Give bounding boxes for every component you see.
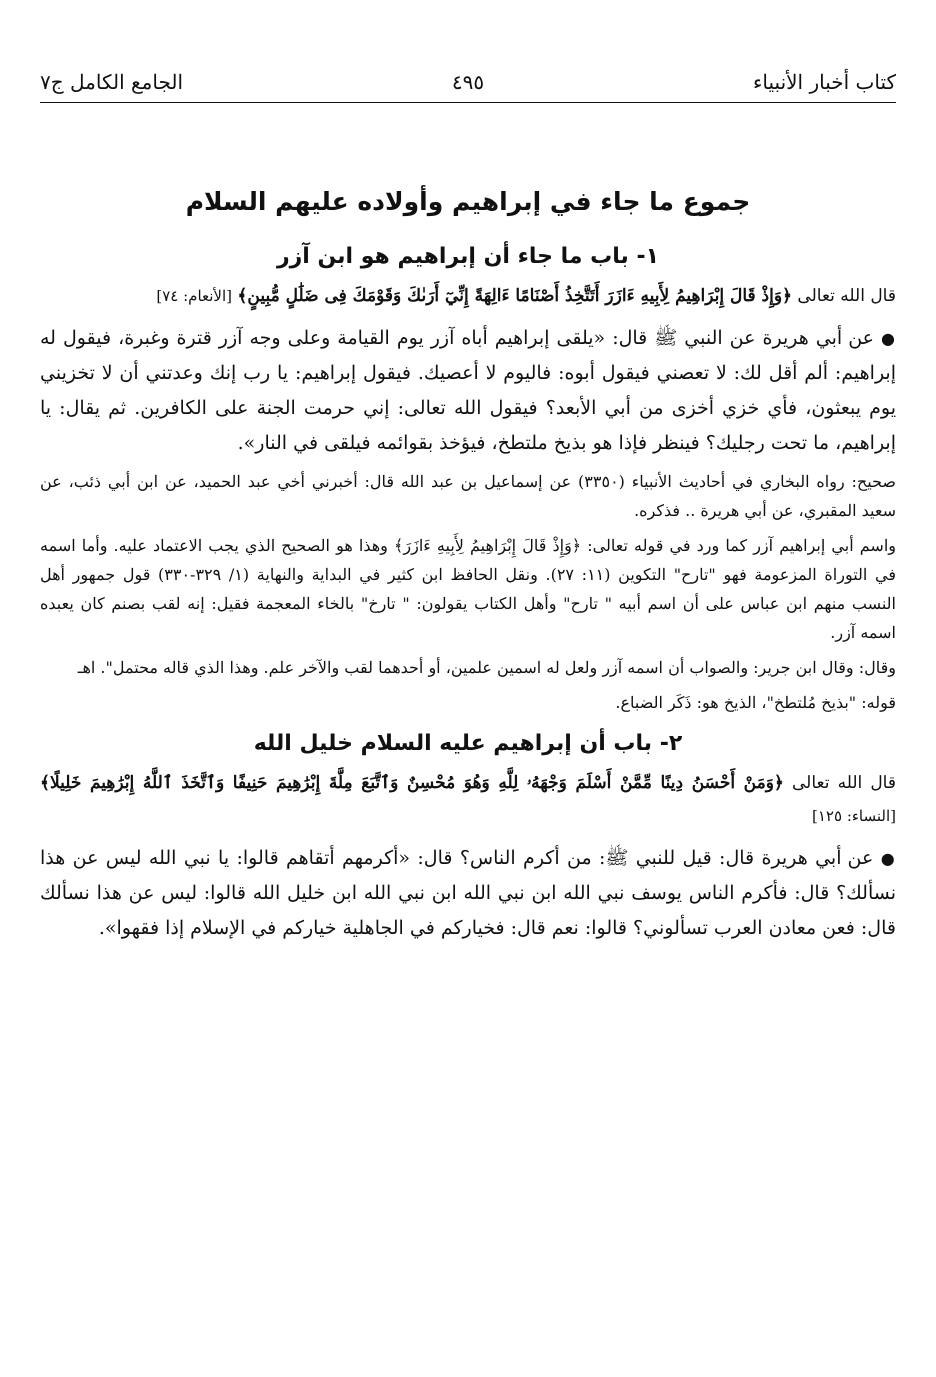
hadith-text: عن أبي هريرة عن النبي ﷺ قال: «يلقى إبراهيم أباه آزر يوم القيامة وعلى وجه آزر قترة وغبرة، فيقول له إبراهيم: ألم أقل لك: لا تعصني فيقول أبوه: فاليوم لا أعصيك. فيقول إبراهيم: يا رب إنك وعدتني أن لا تخزيني يوم يبعثون، فأي خزي أخزى من أبي الأبعد؟ فيقول الله تعالى: إني حرمت الجنة على الكافرين. ثم يقال: يا إبراهيم، ما تحت رجليك؟ فينظر فإذا هو بذيخ ملتطخ، فيؤخذ بقوائمه فيلقى في النار». bbox=[40, 327, 896, 454]
verse-intro: قال الله تعالى bbox=[792, 286, 896, 306]
page-number: ٤٩٥ bbox=[451, 70, 485, 94]
quran-verse: ﴿وَمَنْ أَحْسَنُ دِينًا مِّمَّنْ أَسْلَمَ وَجْهَهُۥ لِلَّهِ وَهُوَ مُحْسِنٌ وَٱتَّبَعَ مِلَّةَ إِبْرَٰهِيمَ حَنِيفًا وَٱتَّخَذَ ٱللَّهُ إِبْرَٰهِيمَ خَلِيلًا﴾ bbox=[40, 773, 784, 793]
verse-paragraph-1 bbox=[40, 280, 896, 313]
page-header bbox=[40, 68, 896, 103]
main-title: جموع ما جاء في إبراهيم وأولاده عليهم السلام bbox=[185, 187, 751, 216]
verse-intro: قال الله تعالى bbox=[783, 773, 896, 793]
hadith-paragraph-1 bbox=[40, 321, 896, 461]
page-content bbox=[40, 180, 896, 946]
quran-verse: ﴿وَإِذْ قَالَ إِبْرَاهِيمُ لِأَبِيهِ ءَازَرَ أَتَتَّخِذُ أَصْنَامًا ءَالِهَةً إِنِّيٓ أَرَىٰكَ وَقَوْمَكَ فِى ضَلَٰلٍ مُّبِينٍ﴾ bbox=[237, 286, 793, 306]
book-title: كتاب أخبار الأنبياء bbox=[753, 70, 896, 94]
verse-paragraph-2 bbox=[40, 767, 896, 833]
verse-reference: [الأنعام: ٧٤] bbox=[156, 287, 233, 305]
hadith-paragraph-2 bbox=[40, 841, 896, 946]
verse-reference: [النساء: ١٢٥] bbox=[812, 807, 896, 825]
note-paragraph: صحيح: رواه البخاري في أحاديث الأنبياء (٣٣٥٠) عن إسماعيل بن عبد الله قال: أخبرني أخي عبد الحميد، عن ابن أبي ذئب، عن سعيد المقبري، عن أبي هريرة .. فذكره. bbox=[40, 472, 896, 520]
note-paragraph: واسم أبي إبراهيم آزر كما ورد في قوله تعالى: ﴿وَإِذْ قَالَ إِبْرَاهِيمُ لِأَبِيهِ ءَازَرَ﴾ وهذا هو الصحيح الذي يجب الاعتماد عليه. وأما اسمه في التوراة المزعومة فهو "تارح" التكوين (١١: ٢٧). ونقل الحافظ ابن كثير في البداية والنهاية (١/ ٣٢٩-٣٣٠) قول جمهور أهل النسب منهم ابن عباس على أن اسم أبيه " تارح" وأهل الكتاب يقولون: " تارخ" بالخاء المعجمة فقيل: إنه لقب بصنم كان يعبده اسمه آزر. bbox=[40, 536, 897, 642]
bullet-icon: ● bbox=[881, 329, 896, 348]
bullet-icon: ● bbox=[880, 849, 896, 868]
series-title: الجامع الكامل ج٧ bbox=[40, 70, 184, 94]
note-paragraph: وقال: وقال ابن جرير: والصواب أن اسمه آزر ولعل له اسمين علمين، أو أحدهما لقب والآخر علم. وهذا الذي قاله محتمل". اهـ bbox=[77, 658, 896, 677]
note-paragraph: قوله: "بذيخ مُلتطخ"، الذيخ هو: ذَكَر الضباع. bbox=[615, 693, 896, 712]
hadith-text: عن أبي هريرة قال: قيل للنبي ﷺ: من أكرم الناس؟ قال: «أكرمهم أتقاهم قالوا: يا نبي الله ليس عن هذا نسألك؟ قال: فأكرم الناس يوسف نبي الله ابن نبي الله ابن نبي الله ابن خليل الله قالوا: ليس عن هذا نسألك قال: فعن معادن العرب تسألوني؟ قالوا: نعم قال: فخياركم في الجاهلية خياركم في الإسلام إذا فقهوا». bbox=[40, 847, 896, 939]
section-heading-1: ١- باب ما جاء أن إبراهيم هو ابن آزر bbox=[276, 244, 660, 269]
section-heading-2: ٢- باب أن إبراهيم عليه السلام خليل الله bbox=[253, 731, 683, 756]
